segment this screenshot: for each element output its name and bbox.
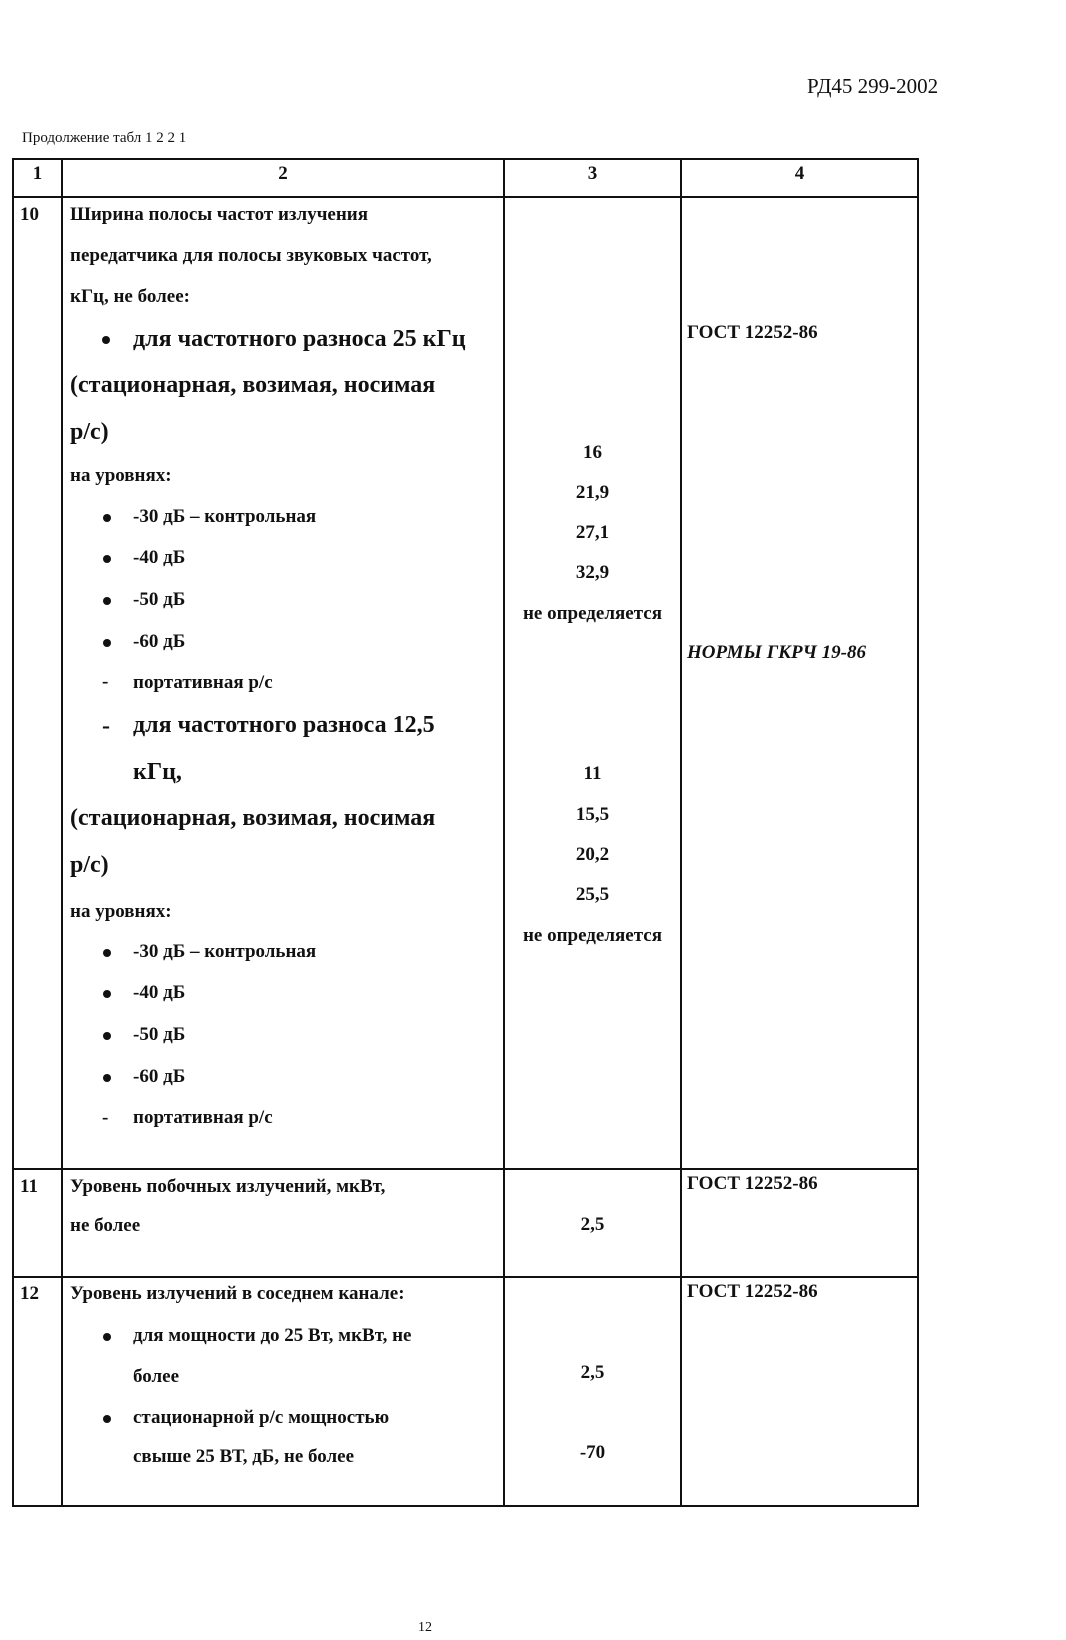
dash-icon: - [102, 1107, 109, 1128]
level-item: -30 дБ – контрольная [133, 506, 317, 527]
level-item: -60 дБ [133, 1066, 186, 1087]
level-item: -50 дБ [133, 1024, 186, 1045]
col-header-2: 2 [278, 163, 288, 184]
col-header-4: 4 [794, 163, 805, 184]
row12-title: Уровень излучений в соседнем канале: [70, 1283, 405, 1304]
bullet-icon [102, 336, 110, 344]
row-number: 10 [20, 204, 39, 225]
value-cell: 15,5 [575, 804, 610, 825]
control-label: контрольная [204, 941, 317, 962]
value-cell: 11 [583, 763, 602, 784]
row12-item1-line2: более [133, 1366, 180, 1387]
value-cell: 27,1 [575, 522, 610, 543]
row12-item1-line1: для мощности до 25 Вт, мкВт, не [133, 1325, 412, 1346]
dash-icon: - [102, 713, 110, 739]
value-cell: 32,9 [575, 562, 610, 583]
bullet-icon [103, 597, 111, 605]
value-cell: -70 [579, 1442, 606, 1463]
bullet-icon [103, 1333, 111, 1341]
value-cell: 2,5 [580, 1362, 605, 1383]
table-caption: Продолжение табл 1 2 2 1 [22, 130, 187, 146]
reference-cell: ГОСТ 12252-86 [687, 1173, 818, 1194]
row10-levels-label-2: на уровнях: [70, 901, 172, 922]
value-cell: не определяется [522, 925, 663, 946]
reference-cell: ГОСТ 12252-86 [687, 322, 818, 343]
reference-cell: ГОСТ 12252-86 [687, 1281, 818, 1302]
row10-title-line3: кГц, не более: [70, 286, 190, 307]
value-cell: 2,5 [580, 1214, 605, 1235]
col-header-3: 3 [587, 163, 598, 184]
bullet-icon [103, 949, 111, 957]
portable-item: портативная р/с [133, 1107, 273, 1128]
row10-title-line2: передатчика для полосы звуковых частот, [70, 245, 432, 266]
bullet-icon [103, 514, 111, 522]
bullet-icon [103, 1032, 111, 1040]
page-number: 12 [418, 1620, 432, 1635]
bullet-icon [103, 555, 111, 563]
row11-text-line1: Уровень побочных излучений, мкВт, [70, 1176, 386, 1197]
level-item: -40 дБ [133, 547, 186, 568]
dash-icon: - [102, 671, 109, 692]
bullet-icon [103, 639, 111, 647]
row10-levels-label: на уровнях: [70, 465, 172, 486]
row10-stations2-line2: р/с) [70, 852, 109, 878]
row10-item-125khz-line1: для частотного разноса 12,5 [133, 712, 435, 738]
row12-item2-line1: стационарной р/с мощностью [133, 1407, 390, 1428]
row10-title-line1: Ширина полосы частот излучения [70, 204, 369, 225]
bullet-icon [103, 1074, 111, 1082]
row-number: 12 [20, 1283, 39, 1304]
row10-stations-line2: р/с) [70, 419, 109, 445]
value-cell: не определяется [522, 603, 663, 624]
row10-stations-line1: (стационарная, возимая, носимая [70, 372, 436, 398]
bullet-icon [103, 990, 111, 998]
col-header-1: 1 [32, 163, 43, 184]
row12-item2-line2: свыше 25 ВТ, дБ, не более [133, 1446, 355, 1467]
value-cell: 21,9 [575, 482, 610, 503]
value-cell: 20,2 [575, 844, 610, 865]
row10-stations2-line1: (стационарная, возимая, носимая [70, 805, 436, 831]
reference-cell: НОРМЫ ГКРЧ 19-86 [687, 642, 866, 663]
level-item: -40 дБ [133, 982, 186, 1003]
row10-item-125khz-line2: кГц, [133, 759, 182, 785]
level-item: -60 дБ [133, 631, 186, 652]
document-code: РД45 299-2002 [807, 74, 939, 98]
row11-text-line2: не более [70, 1215, 141, 1236]
level-item: -30 дБ – контрольная [133, 941, 317, 962]
value-cell: 16 [583, 442, 602, 463]
value-cell: 25,5 [575, 884, 610, 905]
portable-item: портативная р/с [133, 672, 273, 693]
control-label: контрольная [204, 506, 317, 527]
row10-item-25khz: для частотного разноса 25 кГц [133, 326, 466, 352]
level-item: -50 дБ [133, 589, 186, 610]
bullet-icon [103, 1415, 111, 1423]
row-number: 11 [20, 1176, 38, 1197]
